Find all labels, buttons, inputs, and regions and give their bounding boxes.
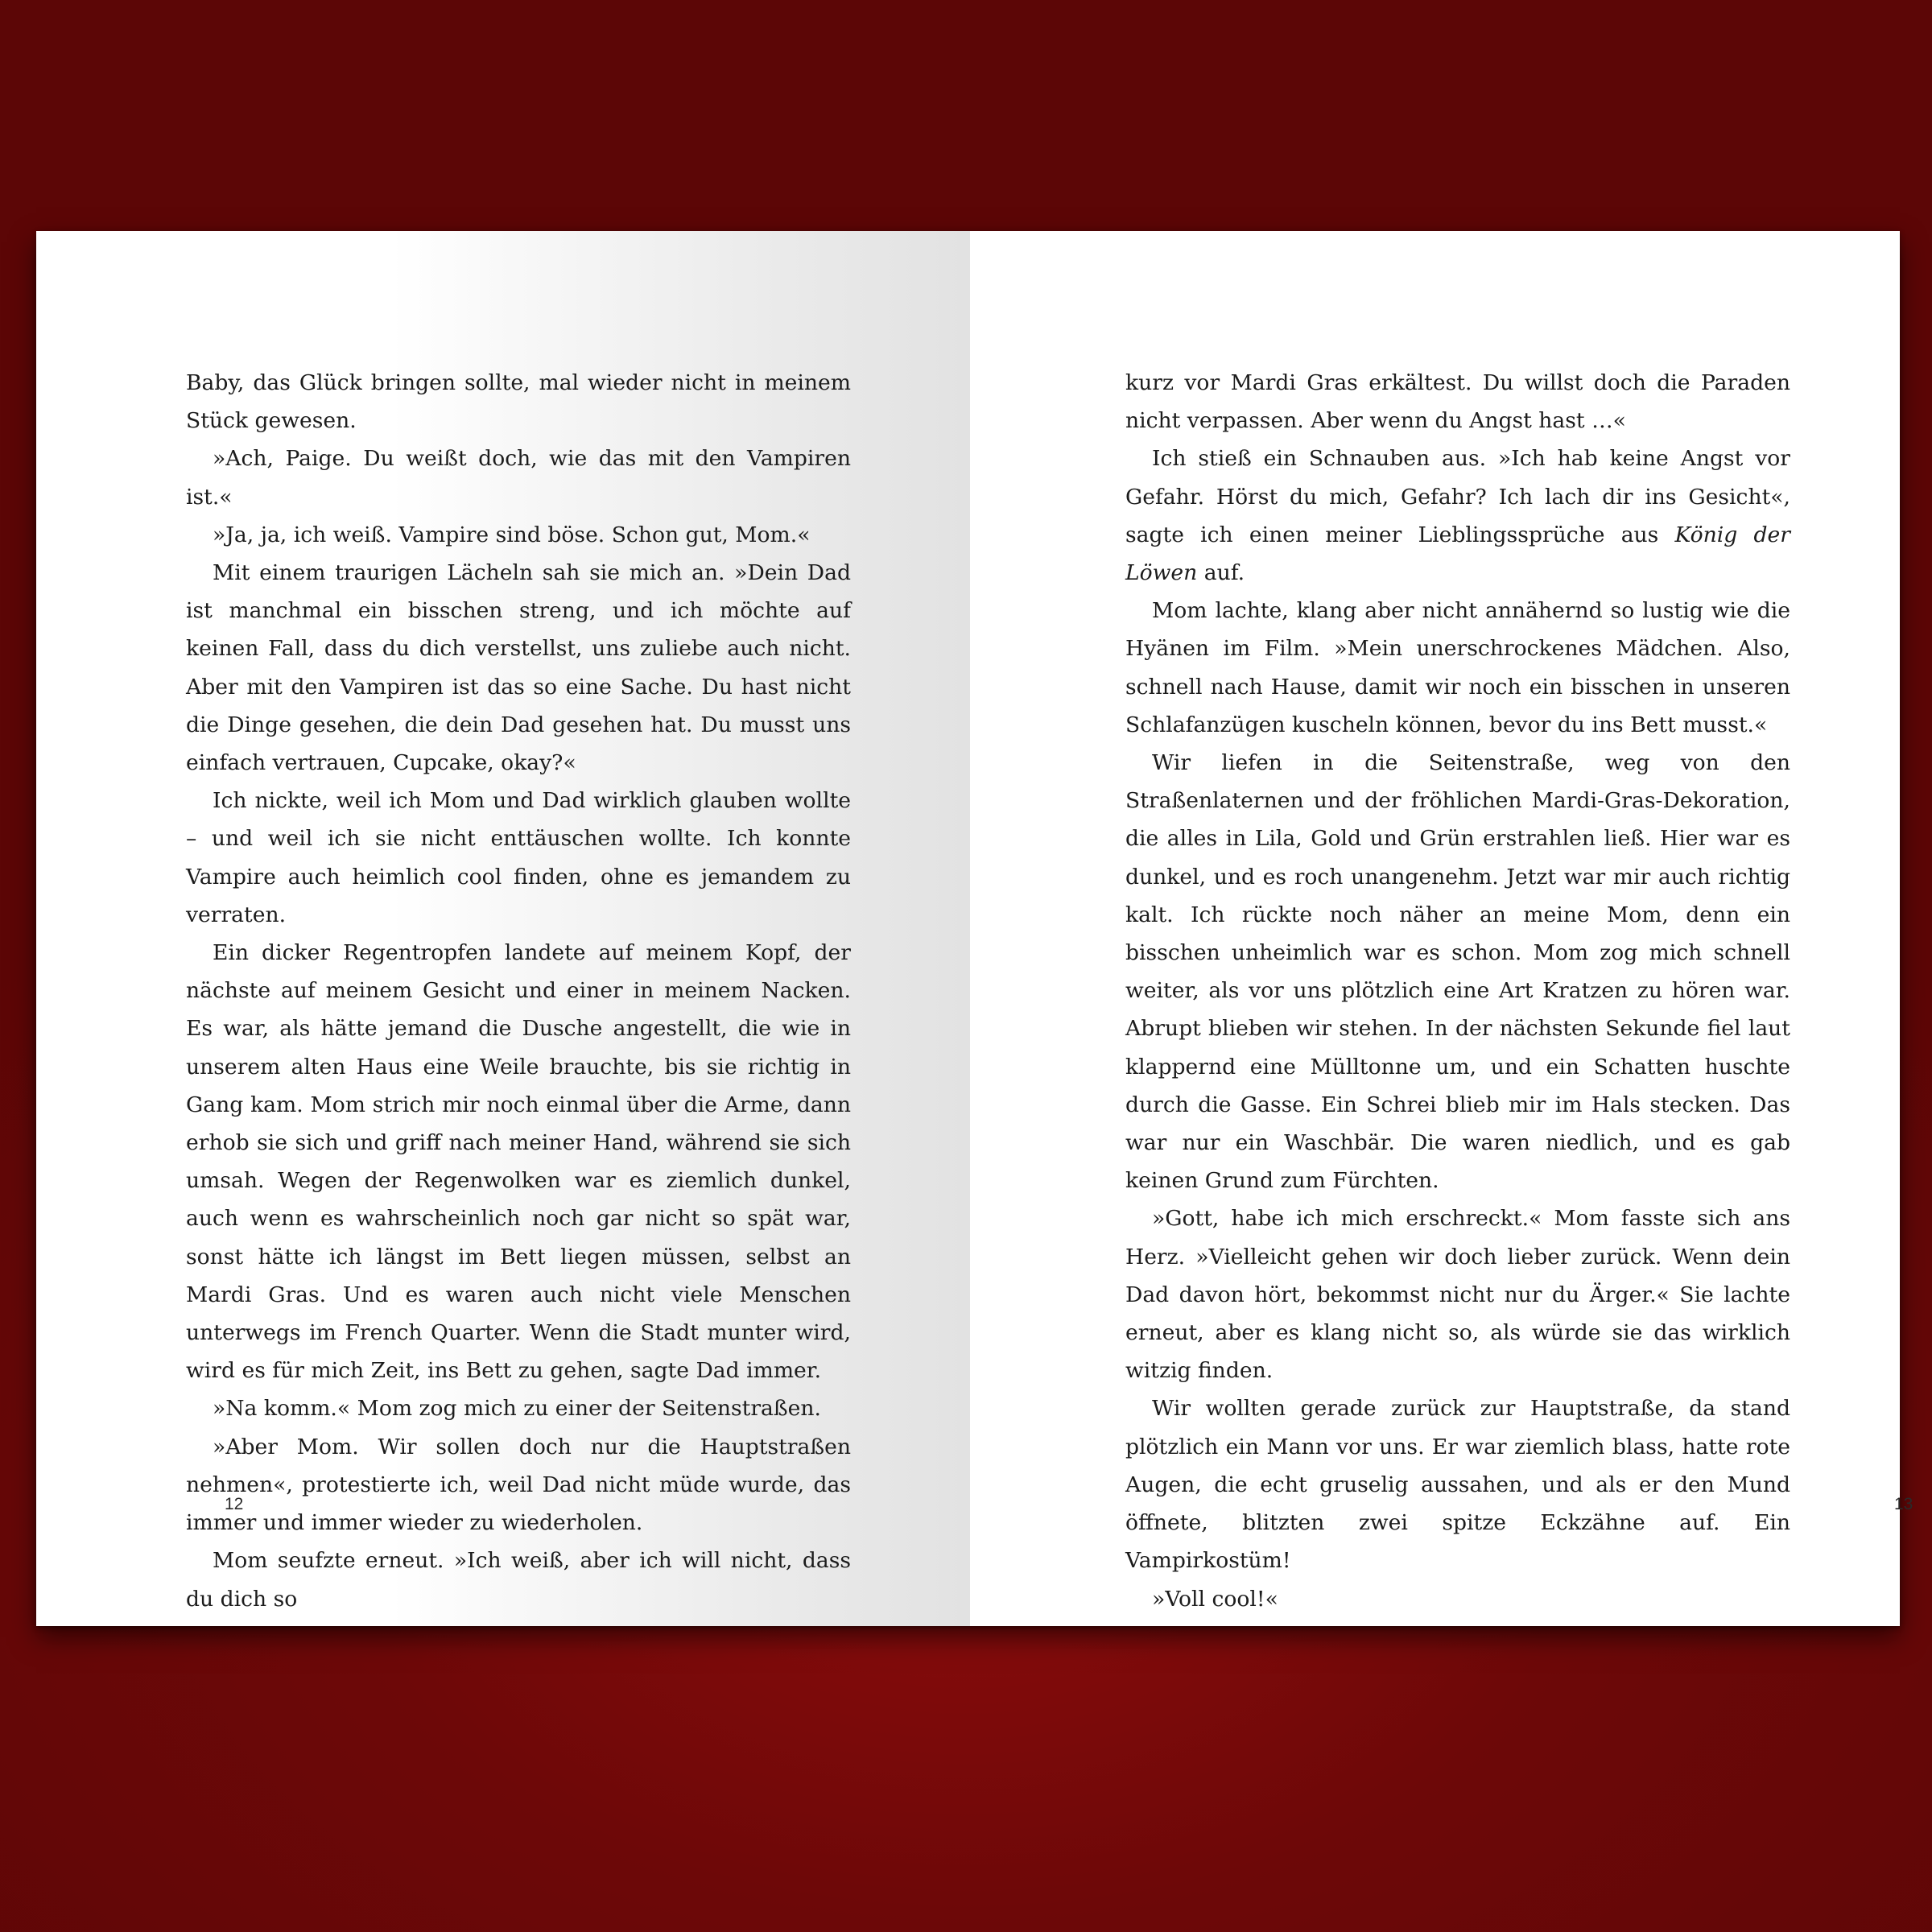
paragraph: »Aber Mom. Wir sollen doch nur die Hauptstraßen nehmen«, protestierte ich, weil Dad nicht müde wurde, das immer und immer wieder zu wiederholen. — [186, 1434, 851, 1536]
right-page — [970, 231, 1913, 1626]
left-page-text — [186, 364, 851, 1618]
paragraph: »Na komm.« Mom zog mich zu einer der Seitenstraßen. — [213, 1396, 821, 1422]
paragraph: Mom lachte, klang aber nicht annähernd so lustig wie die Hyänen im Film. »Mein unerschrockenes Mädchen. Also, schnell nach Hause, damit wir noch ein bisschen in unseren Schlafanzügen kuscheln können, bevor du ins Bett musst.« — [1125, 598, 1790, 737]
page-number-right: 13 — [1894, 1495, 1913, 1513]
paragraph: kurz vor Mardi Gras erkältest. Du willst doch die Paraden nicht verpassen. Aber wenn du Angst hast …« — [1125, 370, 1790, 434]
open-book-spread — [36, 231, 1913, 1626]
paragraph: »Ja, ja, ich weiß. Vampire sind böse. Schon gut, Mom.« — [213, 522, 811, 547]
book-title-italic: König der Löwen — [1125, 522, 1790, 586]
paragraph-text: Ich stieß ein Schnauben aus. »Ich hab keine Angst vor Gefahr. Hörst du mich, Gefahr? Ich lach dir ins Gesicht«, sagte ich einen meiner Lieblingssprüche aus — [1125, 446, 1790, 547]
paragraph: Mom seufzte erneut. »Ich weiß, aber ich will nicht, dass du dich so — [186, 1548, 851, 1612]
paragraph — [1125, 440, 1790, 592]
right-page-text — [1125, 364, 1790, 1618]
paragraph: Mit einem traurigen Lächeln sah sie mich an. »Dein Dad ist manchmal ein bisschen streng, und ich möchte auf keinen Fall, dass du dich verstellst, uns zuliebe auch nicht. Aber mit den Vampiren ist das so eine Sache. Du hast nicht die Dinge gesehen, die dein Dad gesehen hat. Du musst uns einfach vertrauen, Cupcake, okay?« — [186, 560, 851, 776]
paragraph: Baby, das Glück bringen sollte, mal wieder nicht in meinem Stück gewesen. — [186, 370, 851, 434]
paragraph-text-end: auf. — [1197, 560, 1245, 586]
left-page — [36, 231, 970, 1626]
page-number-left: 12 — [225, 1495, 244, 1513]
paragraph: »Gott, habe ich mich erschreckt.« Mom fasste sich ans Herz. »Vielleicht gehen wir doch lieber zurück. Wenn dein Dad davon hört, bekommst nicht nur du Ärger.« Sie lachte erneut, aber es klang nicht so, als würde sie das wirklich witzig finden. — [1125, 1206, 1790, 1384]
paragraph: Ein dicker Regentropfen landete auf meinem Kopf, der nächste auf meinem Gesicht und einer in meinem Nacken. Es war, als hätte jemand die Dusche angestellt, die wie in unserem alten Haus eine Weile brauchte, bis sie richtig in Gang kam. Mom strich mir noch einmal über die Arme, dann erhob sie sich und griff nach meiner Hand, während sie sich umsah. Wegen der Regenwolken war es ziemlich dunkel, auch wenn es wahrscheinlich noch gar nicht so spät war, sonst hätte ich längst im Bett liegen müssen, selbst an Mardi Gras. Und es waren auch nicht viele Menschen unterwegs im French Quarter. Wenn die Stadt munter wird, wird es für mich Zeit, ins Bett zu gehen, sagte Dad immer. — [186, 940, 851, 1384]
paragraph: »Voll cool!« — [1152, 1586, 1278, 1612]
paragraph: Wir wollten gerade zurück zur Hauptstraße, da stand plötzlich ein Mann vor uns. Er war ziemlich blass, hatte rote Augen, die echt gruselig aussahen, und als er den Mund öffnete, blitzten zwei spitze Eckzähne auf. Ein Vampirkostüm! — [1125, 1396, 1790, 1574]
paragraph: Ich nickte, weil ich Mom und Dad wirklich glauben wollte – und weil ich sie nicht enttäuschen wollte. Ich konnte Vampire auch heimlich cool finden, ohne es jemandem zu verraten. — [186, 788, 851, 927]
paragraph: »Ach, Paige. Du weißt doch, wie das mit den Vampiren ist.« — [186, 446, 851, 510]
paragraph: Wir liefen in die Seitenstraße, weg von den Straßenlaternen und der fröhlichen Mardi-Gras-Dekoration, die alles in Lila, Gold und Grün erstrahlen ließ. Hier war es dunkel, und es roch unangenehm. Jetzt war mir auch richtig kalt. Ich rückte noch näher an meine Mom, denn ein bisschen unheimlich war es schon. Mom zog mich schnell weiter, als vor uns plötzlich eine Art Kratzen zu hören war. Abrupt blieben wir stehen. In der nächsten Sekunde fiel laut klappernd eine Mülltonne um, und ein Schatten huschte durch die Gasse. Ein Schrei blieb mir im Hals stecken. Das war nur ein Waschbär. Die waren niedlich, und es gab keinen Grund zum Fürchten. — [1125, 750, 1790, 1194]
